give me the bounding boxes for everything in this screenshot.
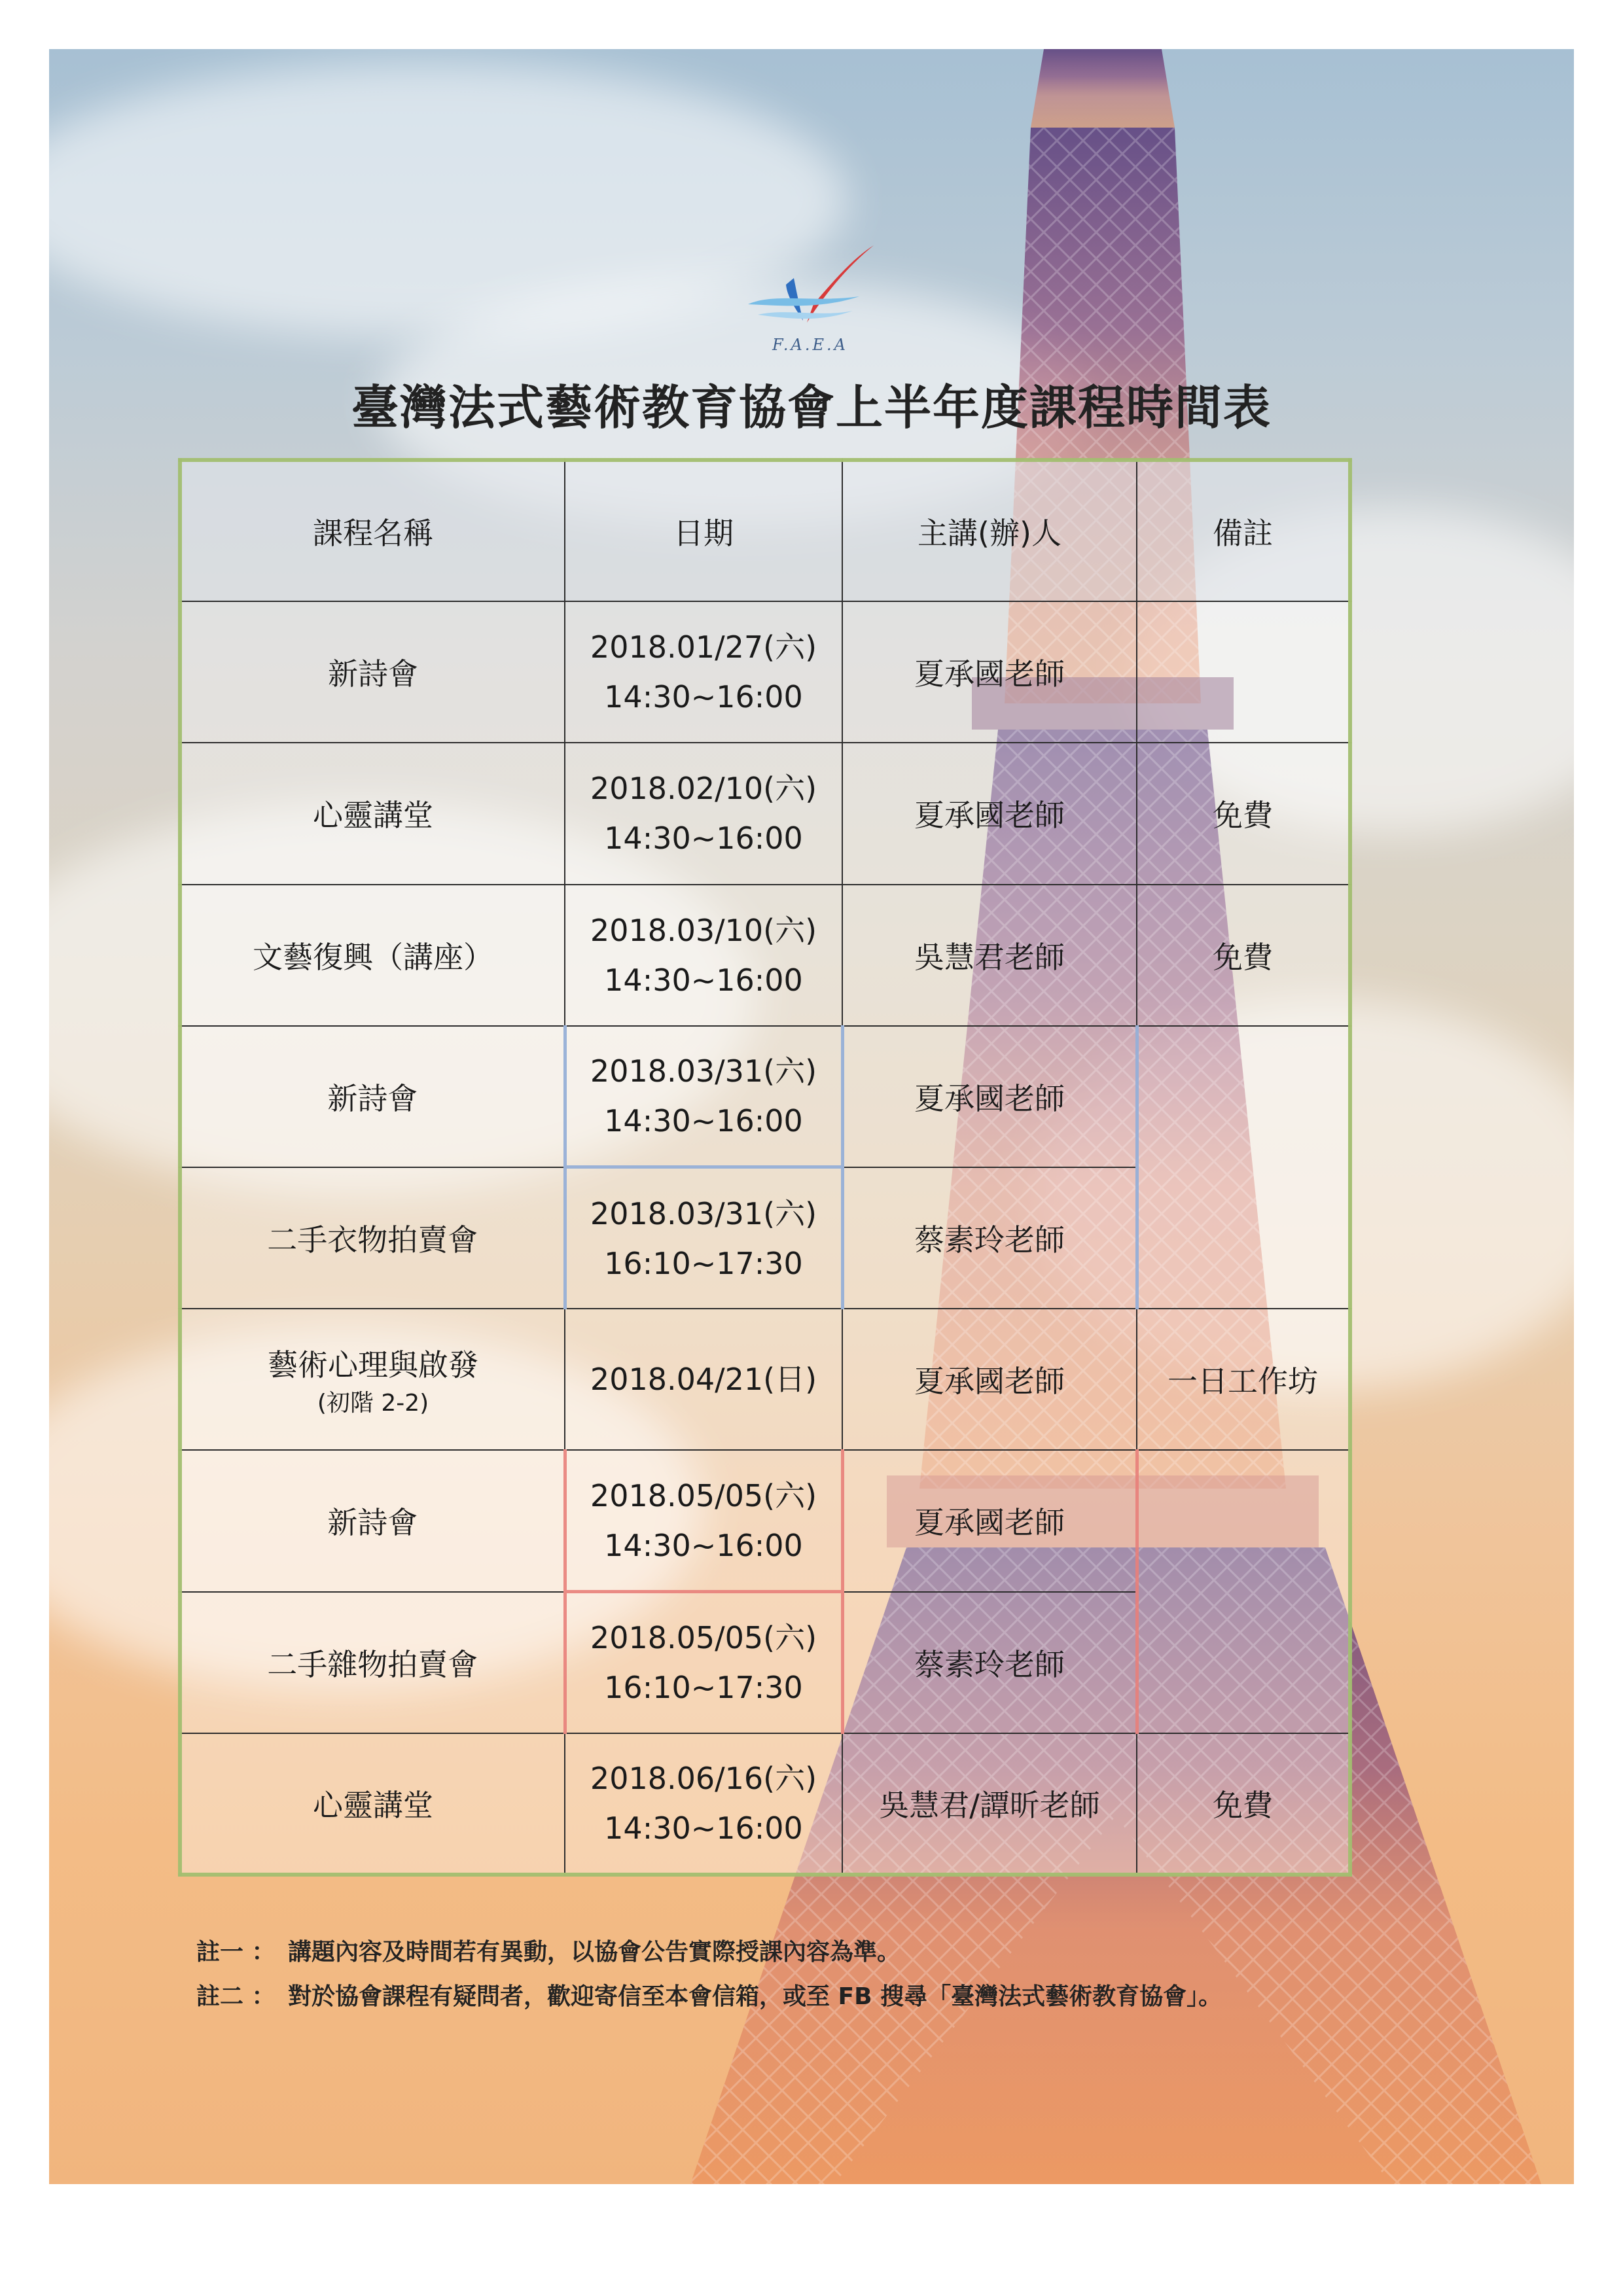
date-cell	[565, 885, 842, 1026]
course-cell: 新詩會	[180, 601, 565, 743]
speaker-cell: 夏承國老師	[842, 1309, 1137, 1450]
footnote	[196, 1975, 1440, 2019]
date-cell	[565, 1733, 842, 1875]
footnote-text: 對於協會課程有疑問者，歡迎寄信至本會信箱，或至 FB 搜尋「臺灣法式藝術教育協會」。	[288, 1983, 1222, 2010]
date-cell	[565, 1592, 842, 1733]
date-text: 2018.03/31(六)	[590, 1053, 817, 1089]
note-cell: 一日工作坊	[1137, 1309, 1350, 1450]
date-cell	[565, 743, 842, 884]
table-row	[180, 1026, 1350, 1167]
time-text: 14:30~16:00	[604, 679, 803, 715]
logo-icon	[735, 219, 885, 337]
time-text: 16:10~17:30	[604, 1245, 803, 1281]
time-text: 14:30~16:00	[604, 962, 803, 998]
speaker-cell: 吳慧君/譚昕老師	[842, 1733, 1137, 1875]
time-text: 14:30~16:00	[604, 1527, 803, 1563]
logo	[735, 219, 885, 363]
course-cell: 二手衣物拍賣會	[180, 1167, 565, 1309]
date-text: 2018.01/27(六)	[590, 629, 817, 665]
course-cell: 二手雜物拍賣會	[180, 1592, 565, 1733]
header-course: 課程名稱	[180, 460, 565, 601]
table-row	[180, 1450, 1350, 1591]
table-row	[180, 1733, 1350, 1875]
course-cell: 新詩會	[180, 1450, 565, 1591]
date-text: 2018.05/05(六)	[590, 1620, 817, 1656]
note-cell	[1137, 1450, 1350, 1733]
footnote-text: 講題內容及時間若有異動，以協會公告實際授課內容為準。	[288, 1939, 901, 1966]
date-text: 2018.06/16(六)	[590, 1760, 817, 1796]
course-cell: 心靈講堂	[180, 743, 565, 884]
table-header-row	[180, 460, 1350, 601]
note-cell	[1137, 601, 1350, 743]
course-subtext: (初階 2-2)	[317, 1389, 429, 1417]
speaker-cell: 吳慧君老師	[842, 885, 1137, 1026]
note-cell: 免費	[1137, 743, 1350, 884]
table-row	[180, 743, 1350, 884]
date-cell	[565, 1026, 842, 1167]
schedule-table	[178, 458, 1352, 1877]
date-cell	[565, 1167, 842, 1309]
date-text: 2018.03/10(六)	[590, 912, 817, 948]
logo-text: F.A.E.A	[772, 336, 848, 354]
speaker-cell: 夏承國老師	[842, 1026, 1137, 1167]
table-row	[180, 1309, 1350, 1450]
speaker-cell: 蔡素玲老師	[842, 1167, 1137, 1309]
course-cell: 新詩會	[180, 1026, 565, 1167]
course-text: 藝術心理與啟發	[268, 1347, 478, 1383]
footnote	[196, 1930, 1440, 1975]
time-text: 14:30~16:00	[604, 1810, 803, 1846]
header-date: 日期	[565, 460, 842, 601]
time-text: 14:30~16:00	[604, 1103, 803, 1139]
course-cell: 文藝復興（講座）	[180, 885, 565, 1026]
date-text: 2018.02/10(六)	[590, 771, 817, 807]
page-title: 臺灣法式藝術教育協會上半年度課程時間表	[351, 380, 1272, 435]
speaker-cell: 夏承國老師	[842, 1450, 1137, 1591]
date-cell: 2018.04/21(日)	[565, 1309, 842, 1450]
footnotes	[196, 1930, 1440, 2019]
date-text: 2018.05/05(六)	[590, 1477, 817, 1513]
time-text: 14:30~16:00	[604, 821, 803, 857]
course-cell	[180, 1309, 565, 1450]
date-cell	[565, 1450, 842, 1591]
header-note: 備註	[1137, 460, 1350, 601]
note-cell	[1137, 1026, 1350, 1309]
note-cell: 免費	[1137, 885, 1350, 1026]
speaker-cell: 夏承國老師	[842, 601, 1137, 743]
header-speaker: 主講(辦)人	[842, 460, 1137, 601]
table-row	[180, 601, 1350, 743]
date-text: 2018.03/31(六)	[590, 1195, 817, 1231]
note-cell: 免費	[1137, 1733, 1350, 1875]
speaker-cell: 蔡素玲老師	[842, 1592, 1137, 1733]
table-row	[180, 885, 1350, 1026]
course-cell: 心靈講堂	[180, 1733, 565, 1875]
footnote-label: 註二 ：	[196, 1983, 276, 2010]
date-cell	[565, 601, 842, 743]
time-text: 16:10~17:30	[604, 1670, 803, 1706]
footnote-label: 註一 ：	[196, 1939, 276, 1966]
speaker-cell: 夏承國老師	[842, 743, 1137, 884]
